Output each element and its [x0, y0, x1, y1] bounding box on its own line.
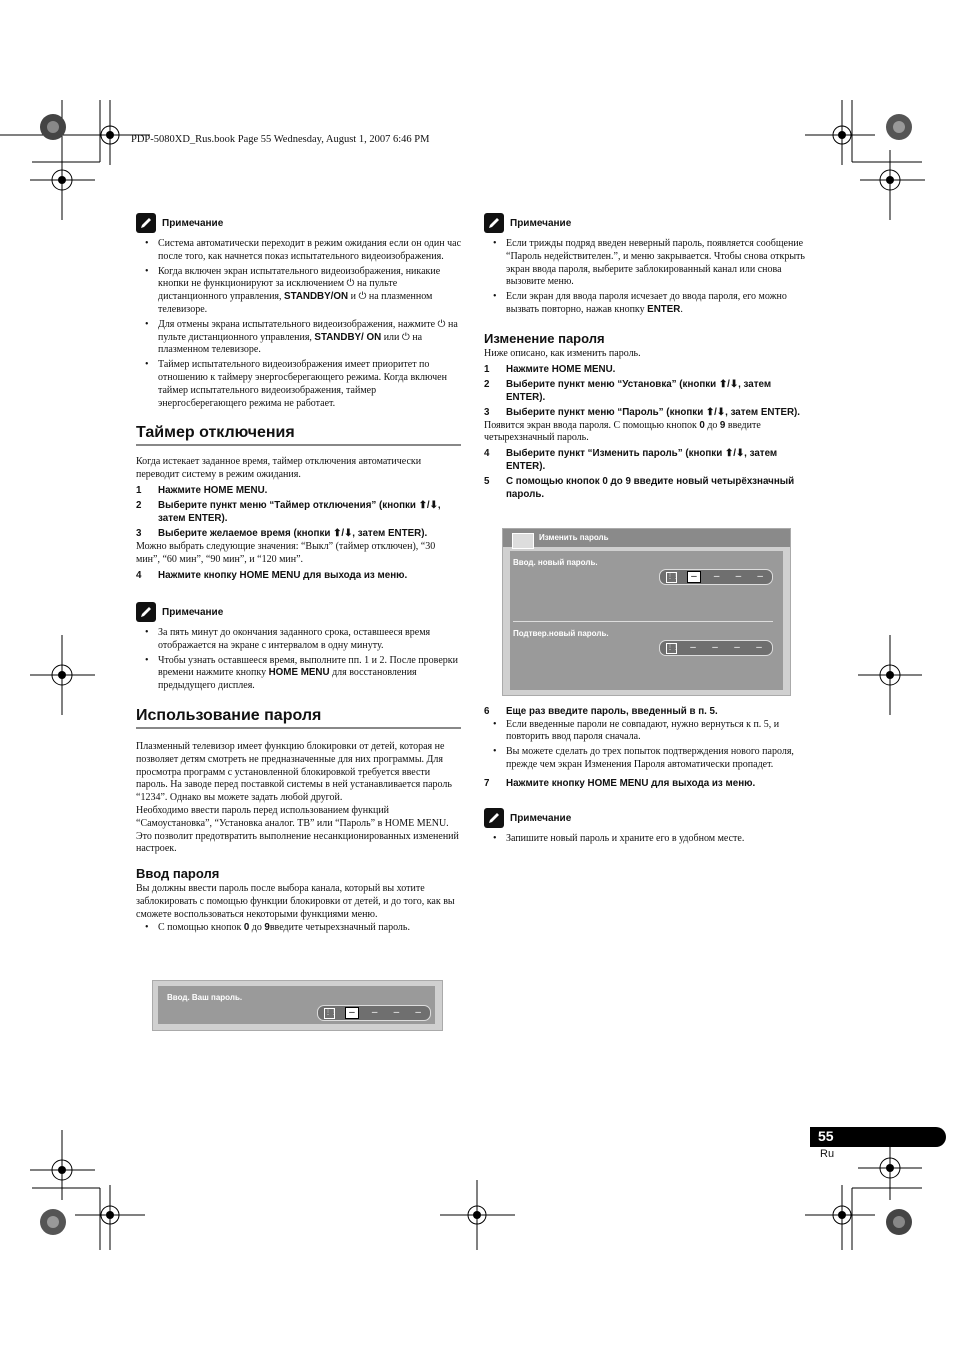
digit-slot: – — [735, 571, 742, 582]
digit-slot: – — [756, 642, 762, 653]
paragraph: Появится экран ввода пароля. С помощью кнопок 0 до 9 введите четырехзначный пароль. — [484, 419, 761, 444]
pencil-icon — [484, 808, 504, 828]
password-entry-screen — [152, 980, 443, 1031]
up-arrow-icon: ⬆ — [705, 407, 715, 419]
note-list — [484, 833, 809, 846]
step: 7 Нажмите кнопку HOME MENU для выхода из меню. — [484, 777, 756, 789]
list-item: • Вы можете сделать до трех попыток подтверждения нового пароля, прежде чем экран Изменения Пароля автоматически пропадет. — [484, 746, 809, 772]
digit-slot: – — [690, 642, 696, 653]
note-heading — [484, 807, 809, 829]
power-icon: ⏻ — [358, 291, 367, 303]
section-heading: Таймер отключения — [136, 424, 461, 446]
list-item: • Система автоматически переходит в режим ожидания если он один час после того, как начнется показ испытательного видеоизображения. — [136, 238, 461, 264]
list-item: • Таймер испытательного видеоизображения имеет приоритет по отношению к таймеру энергосберегающего режима. Когда включен таймер испытательного видеоизображения, таймер энергосберегающего режима не работает. — [136, 359, 461, 410]
up-arrow-icon: ⬆ — [418, 500, 427, 512]
subsection-heading: Изменение пароля — [484, 330, 605, 346]
note-list — [484, 238, 809, 317]
confirm-password-label: Подтвер.новый пароль. — [513, 629, 609, 638]
list-item: • Когда включен экран испытательного видеоизображения, никакие кнопки не функционируют за исключением ⏻ на пульте дистанционного управления, STANDBY/ON и ⏻ на плазменном телевизоре. — [136, 266, 461, 317]
note-title: Примечание — [162, 606, 224, 618]
keypad-icon: ⋮⋮ — [666, 572, 677, 583]
keypad-icon: ⋮⋮ — [324, 1008, 335, 1019]
down-arrow-icon: ⬇ — [716, 407, 726, 419]
down-arrow-icon: ⬇ — [729, 379, 739, 391]
list-item: • Для отмены экрана испытательного видеоизображения, нажмите ⏻ на пульте дистанционного управления, STANDBY/ ON или ⏻ на плазменном телевизоре. — [136, 319, 461, 357]
note-title: Примечание — [162, 217, 224, 229]
step: 3 Выберите пункт меню “Пароль” (кнопки ⬆/⬇, затем ENTER). — [484, 407, 801, 419]
digit-slot: – — [415, 1007, 421, 1018]
power-icon: ⏻ — [346, 278, 355, 290]
divider — [513, 621, 773, 622]
pencil-icon — [136, 602, 156, 622]
change-password-screen — [502, 528, 791, 696]
language-code: Ru — [820, 1148, 835, 1160]
list-item: • За пять минут до окончания заданного срока, оставшееся время отображается на экране с интервалом в одну минуту. — [136, 627, 461, 653]
new-password-label: Ввод. новый пароль. — [513, 558, 598, 567]
section-heading: Использование пароля — [136, 707, 461, 729]
list-item: • Чтобы узнать оставшееся время, выполните пп. 1 и 2. После проверки времени нажмите кнопку HOME MENU для восстановления предыдущего дисплея. — [136, 655, 461, 693]
step: 4 Нажмите кнопку HOME MENU для выхода из меню. — [136, 569, 408, 581]
pencil-icon — [484, 213, 504, 233]
note-heading — [136, 601, 461, 623]
step: 6 Еще раз введите пароль, введенный в п. 5. — [484, 706, 718, 717]
step: 2 Выберите пункт меню “Таймер отключения” (кнопки ⬆/⬇, затем ENTER). — [136, 500, 441, 524]
confirm-password-digits[interactable] — [659, 640, 773, 656]
step: 5 С помощью кнопок 0 до 9 введите новый четырёхзначный пароль. — [484, 476, 795, 500]
list-item: • С помощью кнопок 0 до 9введите четырехзначный пароль. — [136, 922, 461, 935]
paragraph: Когда истекает заданное время, таймер отключения автоматически переводит систему в режим ожидания. — [136, 456, 422, 481]
right-column — [484, 212, 809, 504]
new-password-digits[interactable] — [659, 569, 773, 585]
up-arrow-icon: ⬆ — [718, 379, 728, 391]
note-list — [136, 238, 461, 410]
step: 1 Нажмите HOME MENU. — [484, 363, 616, 375]
note-title: Примечание — [510, 812, 572, 824]
bullet-list — [136, 922, 461, 935]
step: 4 Выберите пункт “Изменить пароль” (кнопки ⬆/⬇, затем ENTER). — [484, 448, 778, 472]
step: 3 Выберите желаемое время (кнопки ⬆/⬇, затем ENTER). — [136, 528, 428, 540]
subsection-heading: Ввод пароля — [136, 866, 220, 882]
list-item: • Запишите новый пароль и храните его в удобном месте. — [484, 833, 809, 846]
digit-slot: – — [734, 642, 740, 653]
down-arrow-icon: ⬇ — [735, 448, 745, 460]
bullet-list — [484, 719, 809, 772]
paragraph: Плазменный телевизор имеет функцию блокировки от детей, которая не позволяет детям смотреть не предназначенные для них программы. Для просмотра программ с установленной блокировкой требуется ввести пароль. На заводе перед поставкой системы в ней устанавливается пароль “1234”. Однако вы можете задать любой другой. — [136, 741, 452, 804]
note-title: Примечание — [510, 217, 572, 229]
list-item: • Если экран для ввода пароля исчезает до ввода пароля, его можно вызвать повторно, нажав кнопку ENTER. — [484, 291, 809, 317]
note-heading — [136, 212, 461, 234]
screen-title: Изменить пароль — [539, 533, 609, 542]
up-arrow-icon: ⬆ — [333, 528, 342, 540]
keypad-icon: ⋮⋮ — [666, 643, 677, 654]
digit-slot: – — [371, 1007, 378, 1018]
page-header: PDP-5080XD_Rus.book Page 55 Wednesday, August 1, 2007 6:46 PM — [131, 134, 430, 145]
digit-slot: – — [713, 571, 720, 582]
up-arrow-icon: ⬆ — [724, 448, 734, 460]
digit-slot: – — [345, 1007, 359, 1019]
note-heading — [484, 212, 809, 234]
power-icon: ⏻ — [437, 318, 446, 330]
step: 2 Выберите пункт меню “Установка” (кнопки ⬆/⬇, затем ENTER). — [484, 379, 772, 403]
list-item: • Если трижды подряд введен неверный пароль, появляется сообщение “Пароль недействителен.”, и меню закрывается. Чтобы снова открыть экран ввода пароля, выберите заблокированный канал или снова вызовите меню. — [484, 238, 809, 289]
digit-slot: – — [687, 571, 701, 583]
paragraph: Ниже описано, как изменить пароль. — [484, 347, 641, 359]
password-digits[interactable] — [317, 1005, 431, 1021]
power-icon: ⏻ — [401, 331, 410, 343]
screen-label: Ввод. Ваш пароль. — [167, 993, 243, 1002]
paragraph: Можно выбрать следующие значения: “Выкл” (таймер отключен), “30 мин”, “60 мин”, “90 мин”, и “120 мин”. — [136, 540, 436, 565]
digit-slot: – — [757, 571, 763, 582]
left-column — [136, 212, 461, 936]
down-arrow-icon: ⬇ — [344, 528, 353, 540]
down-arrow-icon: ⬇ — [429, 500, 438, 512]
page-number: 55 — [818, 1128, 834, 1144]
pencil-icon — [136, 213, 156, 233]
digit-slot: – — [393, 1007, 400, 1018]
tv-menu-icon — [512, 533, 534, 549]
paragraph: Необходимо ввести пароль перед использованием функций “Самоустановка”, “Установка аналог. ТВ” или “Пароль” в HOME MENU. Это позволит предотвратить выполнение несанкционированных изменений настроек. — [136, 805, 459, 855]
digit-slot: – — [712, 642, 718, 653]
right-column-lower — [484, 706, 809, 848]
step: 1 Нажмите HOME MENU. — [136, 484, 268, 496]
note-list — [136, 627, 461, 693]
paragraph: Вы должны ввести пароль после выбора канала, который вы хотите заблокировать с помощью функции блокировки от детей, и до того, как вы сможете воспользоваться некоторыми функциями меню. — [136, 883, 455, 920]
list-item: • Если введенные пароли не совпадают, нужно вернуться к п. 5, и повторить ввод пароля сначала. — [484, 719, 809, 745]
